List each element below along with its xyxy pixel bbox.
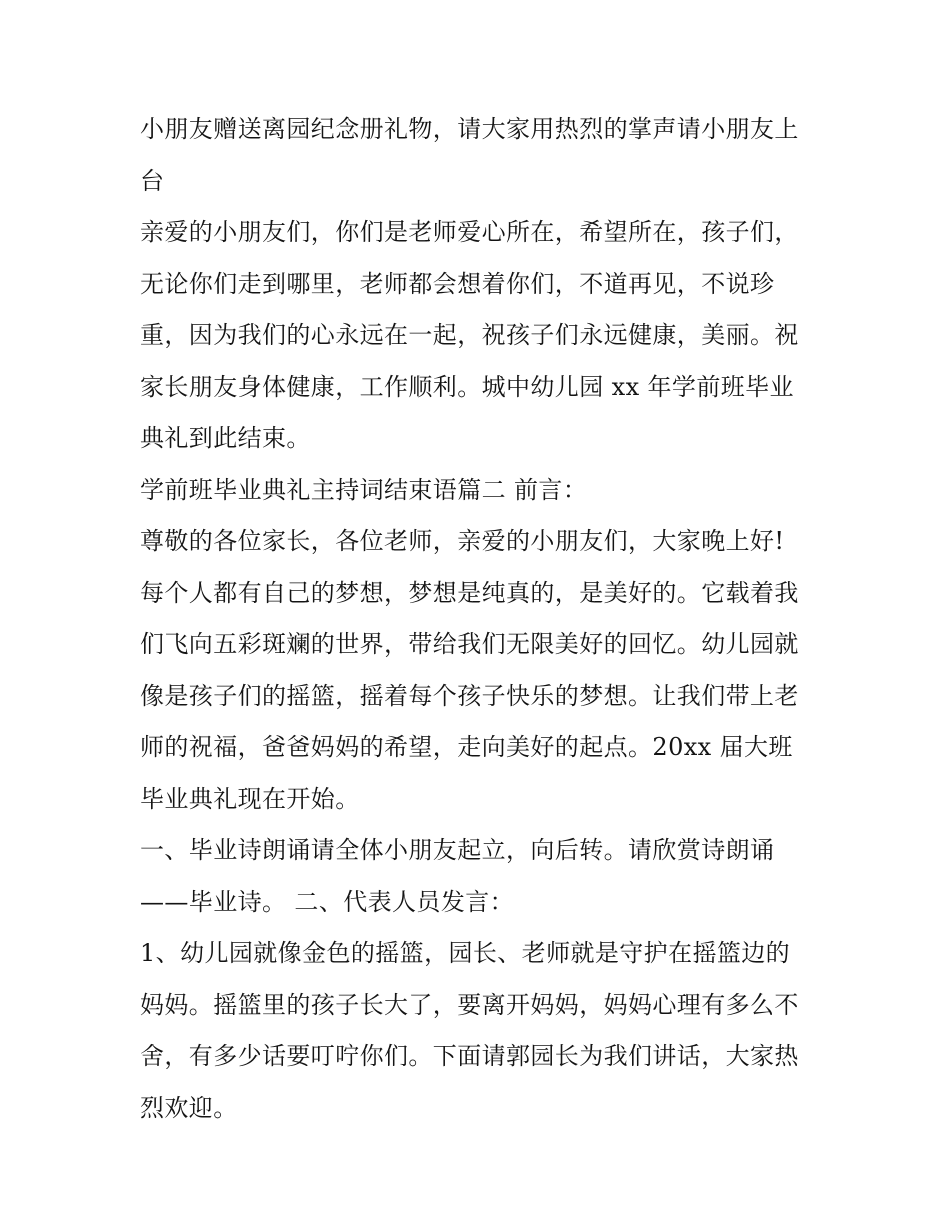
text-line-17: 1、幼儿园就像金色的摇篮，园长、老师就是守护在摇篮边的 bbox=[140, 939, 791, 967]
text-line-3: 亲爱的小朋友们，你们是老师爱心所在，希望所在，孩子们， bbox=[140, 218, 799, 246]
text-line-2: 台 bbox=[140, 166, 165, 195]
text-line-9: 尊敬的各位家长，各位老师，亲爱的小朋友们，大家晚上好! bbox=[140, 527, 785, 555]
section-heading: 学前班毕业典礼主持词结束语篇二 前言： bbox=[140, 475, 588, 504]
text-line-16: ——毕业诗。 二、代表人员发言： bbox=[140, 887, 515, 916]
text-line-7: 典礼到此结束。 bbox=[140, 424, 311, 452]
text-line-6: 家长朋友身体健康，工作顺利。城中幼儿园 xx 年学前班毕业 bbox=[140, 372, 794, 401]
text-line-14: 毕业典礼现在开始。 bbox=[140, 784, 360, 813]
text-line-11: 们飞向五彩斑斓的世界，带给我们无限美好的回忆。幼儿园就 bbox=[140, 630, 799, 658]
document-body bbox=[140, 104, 830, 1134]
text-line-1: 小朋友赠送离园纪念册礼物，请大家用热烈的掌声请小朋友上 bbox=[140, 115, 799, 143]
text-line-19: 舍，有多少话要叮咛你们。下面请郭园长为我们讲话，大家热 bbox=[140, 1042, 799, 1070]
text-line-18: 妈妈。摇篮里的孩子长大了，要离开妈妈，妈妈心理有多么不 bbox=[140, 990, 799, 1019]
text-line-20: 烈欢迎。 bbox=[140, 1093, 238, 1122]
text-line-15: 一、毕业诗朗诵请全体小朋友起立，向后转。请欣赏诗朗诵 bbox=[140, 836, 775, 864]
text-line-10: 每个人都有自己的梦想，梦想是纯真的，是美好的。它载着我 bbox=[140, 578, 799, 607]
text-line-4: 无论你们走到哪里，老师都会想着你们，不道再见，不说珍 bbox=[140, 269, 775, 298]
text-line-13: 师的祝福，爸爸妈妈的希望，走向美好的起点。20xx 届大班 bbox=[140, 733, 793, 761]
text-line-5: 重，因为我们的心永远在一起，祝孩子们永远健康，美丽。祝 bbox=[140, 321, 799, 349]
text-line-12: 像是孩子们的摇篮，摇着每个孩子快乐的梦想。让我们带上老 bbox=[140, 681, 799, 710]
